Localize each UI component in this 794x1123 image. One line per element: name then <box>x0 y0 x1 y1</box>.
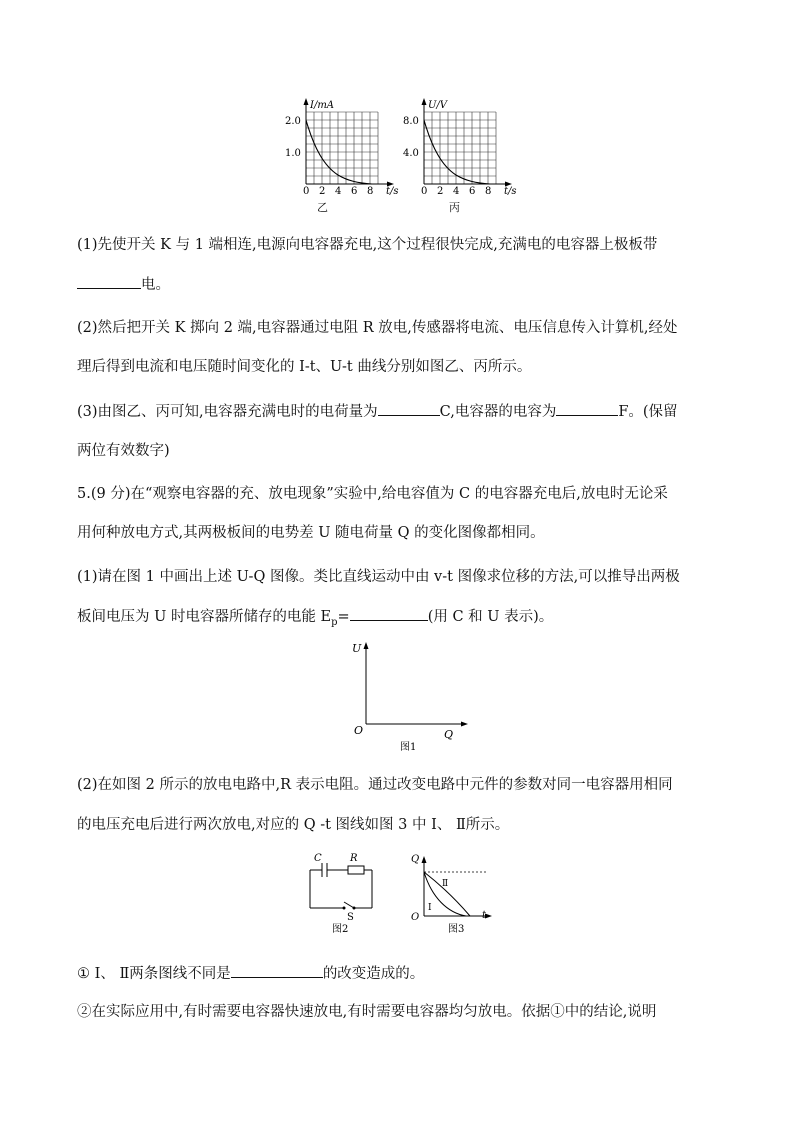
origin-label: O <box>354 724 364 737</box>
origin-label: O <box>411 912 420 923</box>
q4-part1-line1: (1)先使开关 K 与 1 端相连,电源向电容器充电,这个过程很快完成,充满电的电容器上极板带 <box>77 237 658 253</box>
caption-fig1: 图1 <box>400 742 417 753</box>
resistor <box>348 866 364 874</box>
q5-part2-line1: (2)在如图 2 所示的放电电路中,R 表示电阻。通过改变电路中元件的参数对同一电容器用相同 <box>77 777 673 793</box>
q5-intro-line2: 用何种放电方式,其两极板间的电势差 U 随电荷量 Q 的变化图像都相同。 <box>77 525 545 541</box>
answer-blank-charge[interactable] <box>378 401 440 416</box>
y-tick-8: 8.0 <box>403 116 419 127</box>
answer-blank-cause[interactable] <box>231 963 323 978</box>
svg-text:6: 6 <box>351 186 358 196</box>
svg-text:4: 4 <box>453 186 460 196</box>
y-tick-4: 4.0 <box>403 148 419 159</box>
svg-text:0: 0 <box>421 186 428 196</box>
q4-part2-line2: 理后得到电流和电压随时间变化的 I-t、U-t 曲线分别如图乙、丙所示。 <box>77 359 532 375</box>
figure-yi-it-graph <box>282 96 412 196</box>
resistor-label: R <box>350 853 358 864</box>
svg-text:8: 8 <box>367 186 374 196</box>
svg-text:2: 2 <box>319 186 326 196</box>
caption-bing: 丙 <box>449 201 460 214</box>
q4-part3-line2: 两位有效数字) <box>77 443 170 459</box>
q5-part2-line2: 的电压充电后进行两次放电,对应的 Q -t 图线如图 3 中 Ⅰ、 Ⅱ所示。 <box>77 817 510 833</box>
caption-yi: 乙 <box>317 201 328 214</box>
svg-text:2: 2 <box>437 186 444 196</box>
svg-text:0: 0 <box>303 186 310 196</box>
figure-bing-ut-graph <box>400 96 530 196</box>
q4-part2-line1: (2)然后把开关 K 掷向 2 端,电容器通过电阻 R 放电,传感器将电流、电压信息传入计算机,经处 <box>77 320 678 336</box>
q4-part3-line1: (3)由图乙、丙可知,电容器充满电时的电荷量为 C,电容器的电容为 F。(保留 <box>77 401 717 422</box>
q5-part2-conclusion-2: ②在实际应用中,有时需要电容器快速放电,有时需要电容器均匀放电。依据①中的结论,说明 <box>77 1004 657 1020</box>
q5-part2-conclusion-1: ① Ⅰ、 Ⅱ两条图线不同是 的改变造成的。 <box>77 963 717 984</box>
figure-3-qt-graph <box>408 850 500 936</box>
q5-part1-line2: 板间电压为 U 时电容器所储存的电能 $E_p=$ (用 C 和 U 表示)。 <box>77 606 717 633</box>
answer-blank-energy[interactable] <box>350 606 428 621</box>
x-label: t/s <box>504 186 517 196</box>
caption-fig2: 图2 <box>332 924 349 935</box>
capacitor-label: C <box>314 853 322 864</box>
curve-1-label: Ⅰ <box>428 903 432 913</box>
svg-text:8: 8 <box>485 186 492 196</box>
t-label: t <box>482 910 487 921</box>
svg-text:6: 6 <box>469 186 476 196</box>
answer-blank[interactable] <box>77 274 141 289</box>
switch-blade <box>344 902 354 908</box>
curve-2-label: Ⅱ <box>442 879 449 889</box>
switch-label: S <box>347 912 354 923</box>
svg-text:4: 4 <box>335 186 342 196</box>
q5-intro-line1: 5.(9 分)在“观察电容器的充、放电现象”实验中,给电容值为 C 的电容器充电后,放电时无论采 <box>77 486 668 502</box>
caption-fig3: 图3 <box>448 924 465 935</box>
q-label: Q <box>444 728 454 741</box>
y-label: I/mA <box>310 100 335 111</box>
y-tick-2: 2.0 <box>285 116 301 127</box>
q-label: Q <box>411 854 420 865</box>
q5-part1-line1: (1)请在图 1 中画出上述 U-Q 图像。类比直线运动中由 v-t 图像求位移的方法,可以推导出两极 <box>77 569 680 585</box>
answer-blank-capacitance[interactable] <box>556 401 618 416</box>
y-tick-1: 1.0 <box>285 148 301 159</box>
x-label: t/s <box>386 186 399 196</box>
q4-part1-line2: 电。 <box>77 274 717 295</box>
u-label: U <box>352 642 362 655</box>
figure-1-uq-axes <box>346 636 476 756</box>
figure-2-circuit <box>300 850 386 936</box>
y-label: U/V <box>428 100 448 111</box>
